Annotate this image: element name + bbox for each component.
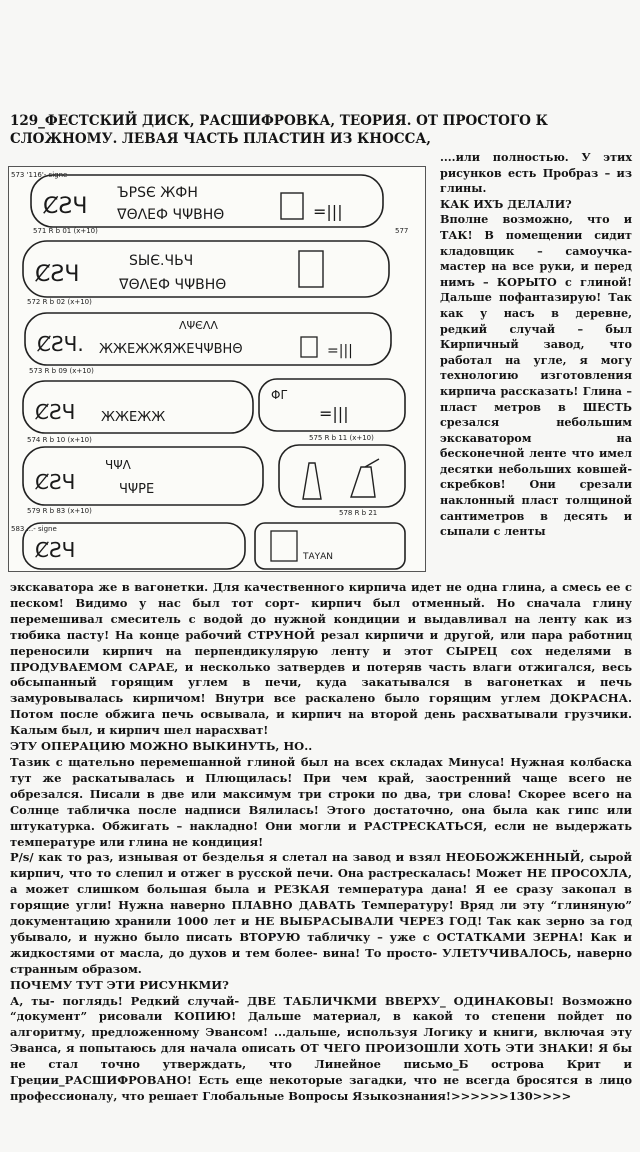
tablet-578 (279, 445, 405, 507)
tablet-574-sign-a: ȻƧЧ (35, 400, 76, 424)
tablet-bottom-sign-b: ΤΑΥΑΝ (303, 552, 334, 562)
tablet-579-sign-b: ЧΨΛ (105, 458, 131, 472)
main-paragraph-1: экскаватора же в вагонетки. Для качественного кирпича идет не одна глина, а смесь ее с песком! Видимо у нас был тот сорт- кирпич был отменный. Но сначала глину перемешивал смеситель с водой до нужной кондиции и выдавливал на ленту как из тюбика пасту! На конце рабочий СТРУНОЙ резал кирпичи и другой, или пара работниц переносили кирпич на перпендикулярую ленту и этот СЫРЕЦ сох неделями в ПРОДУВАЕМОМ САРАЕ, и несколько затвердев и потеряв часть влаги отжигался, весь обсыпанный горящим углем в печи, куда закатывался в вагонетках и печь замуровывалась кирпичом! Внутри все раскалено было горящим углем ДОКРАСНА. Потом после обжига печь освывала, и кирпич на второй день расхватывали грузчики. Калым был, и кирпич шел нарасхват! (10, 580, 632, 738)
tablet-571-sign-b: ЪРЅЄ ЖФН (117, 185, 198, 201)
label-578: 578 R b 21 (339, 509, 378, 517)
side-heading: КАК ИХЪ ДЕЛАЛИ? (440, 196, 572, 211)
tablet-572-box (299, 251, 323, 287)
tablet-579-sign-a: ȻƧЧ (35, 470, 76, 494)
main-heading-1: ЭТУ ОПЕРАЦИЮ МОЖНО ВЫКИНУТЬ, НО.. (10, 739, 313, 754)
tablet-573-sign-c: ЖЖЕЖЖЯЖЕЧΨΒΗΘ (99, 342, 243, 357)
label-583: 583 ...- signe (11, 525, 57, 533)
tablet-figure (8, 166, 426, 572)
main-paragraph-4: А, ты- поглядь! Редкий случай- ДВЕ ТАБЛИЧКМИ ВВЕРХУ_ ОДИНАКОВЫ! Возможно “документ” рисовали КОПИЮ! Дальше материал, в какой то степени пойдет по алгоритму, предложенному Эвансом! ...дальше, используя Логику и книги, включая эту Эванса, я попытаюсь для начала описать ОТ ЧЕГО ПРОИЗОШЛИ ХОТЬ ЭТИ ЗНАКИ! Я бы не стал точно утверждать, что Линейное письмо_Б острова Крит и Греции_РАСШИФРОВАНО! Есть еще некоторые загадки, что не всегда бросятся в лицо профессионалу, что решает Глобальные Вопросы Языкознания!>>>>>>130>>>> (10, 993, 632, 1103)
tablet-571-box (281, 193, 303, 219)
main-paragraph-2: Тазик с щательно перемешанной глиной был на всех складах Минуса! Нужная колбаска тут же раскатывалась и Плющилась! При чем край, заостренний чаще всего не обрезался. Писали в две или максимум три строки по два, три слова! Скорее всего на Солнце табличка после надписи Вялилась! Этого достаточно, она была как гипс или штукатурка. Обжигать – накладно! Они могли и РАСТРЕСКАТЬСЯ, если не выдержать температуре или глина не кондиция! (10, 754, 632, 849)
side-column-text (440, 150, 632, 540)
tablet-bottom-right (255, 523, 405, 569)
tablet-573-sign-b: ΛΨЄΛΛ (179, 319, 218, 332)
label-577: 577 (395, 227, 409, 235)
label-corner: 573 '116'- signe (11, 171, 68, 179)
tablet-574-sign-b: ЖЖЕЖЖ (101, 410, 166, 425)
label-573: 573 R b 09 (x+10) (29, 367, 94, 375)
label-575: 575 R b 11 (x+10) (309, 434, 374, 442)
tablet-573-sign-d: =||| (327, 343, 353, 359)
main-paragraph-3: P/s/ как то раз, изнывая от безделья я слетал на завод и взял НЕОБОЖЖЕННЫЙ, сырой кирпич, что то слепил и отжег в русской печи. Она растрескалась! Может НЕ ПРОСОХЛА, а может слишком большая была и РЕЗКАЯ температура дана! Я ее сразу закопал в горящие угли! Нужна наверно ПЛАВНО ДАВАТЬ Температуру! Вряд ли эту “глиняную” документацию хранили 1000 лет и НЕ ВЫБРАСЫВАЛИ ЧЕРЕЗ ГОД! Так как зерно за год убывало, и нужно было писать ВТОРУЮ табличку – уже с ОСТАТКАМИ ЗЕРНА! Как и жидкостями от масла, до духов и тем более- вина! То просто- УЛЕТУЧИВАЛОСЬ, наверно странным образом. (10, 850, 632, 976)
side-paragraph-2: Вполне возможно, что и ТАК! В помещении сидит кладовщик – самоучка-мастер на все руки, и перед нимъ – КОРЫТО с глиной! Дальше пофантазирую! Так как у насъ в деревне, редкий случай – был Кирпичный завод, что работал на угле, я могу технологию изготовления кирпича рассказать! Глина – пласт метров в ШЕСТЬ срезался небольшим экскаватором на бесконечной ленте что имел десятки небольших ковшей- скребков! Они срезали наклонный пласт толщиной сантиметров в десять и сыпали с ленты (440, 212, 632, 539)
vessel-drawing-2 (351, 459, 379, 497)
main-text (10, 580, 632, 1105)
main-heading-2: ПОЧЕМУ ТУТ ЭТИ РИСУНКМИ? (10, 977, 229, 992)
tablet-575-sign-c: ΦΓ (271, 388, 288, 402)
tablet-575-sign-d: =||| (319, 404, 349, 423)
tablet-571-sign-a: ȻƧЧ (43, 194, 88, 219)
tablet-573-box (301, 337, 317, 357)
tablet-571-sign-c: ᐁΘΛEФ ЧΨΒΗΘ (117, 207, 225, 223)
tablet-571-sign-d: =||| (313, 202, 343, 221)
label-572: 572 R b 02 (x+10) (27, 298, 92, 306)
tablet-bottom-box (271, 531, 297, 561)
vessel-drawing (303, 463, 321, 499)
tablet-572-sign-b: ЅЫЄ.ЧЬЧ (129, 253, 194, 269)
side-paragraph-1: ....или полностью. У этих рисунков есть Пробраз – из глины. (440, 150, 632, 196)
tablet-bottom-sign-a: ȻƧЧ (35, 538, 76, 562)
label-579: 579 R b 83 (x+10) (27, 507, 92, 515)
label-571: 571 R b 01 (x+10) (33, 227, 98, 235)
tablet-573-sign-a: ȻƧЧ. (37, 332, 84, 356)
page-title: 129_ФЕСТСКИЙ ДИСК, РАСШИФРОВКА, ТЕОРИЯ. ОТ ПРОСТОГО К СЛОЖНОМУ. ЛЕВАЯ ЧАСТЬ ПЛАСТИН ИЗ КНОССА, (10, 113, 548, 147)
tablet-572-sign-a: ȻƧЧ (35, 262, 80, 287)
label-574: 574 R b 10 (x+10) (27, 436, 92, 444)
tablet-572-sign-c: ᐁΘΛEФ ЧΨΒΗΘ (119, 277, 227, 293)
tablet-drawings (9, 167, 425, 571)
tablet-579-sign-c: ЧΨΡΕ (119, 482, 155, 497)
